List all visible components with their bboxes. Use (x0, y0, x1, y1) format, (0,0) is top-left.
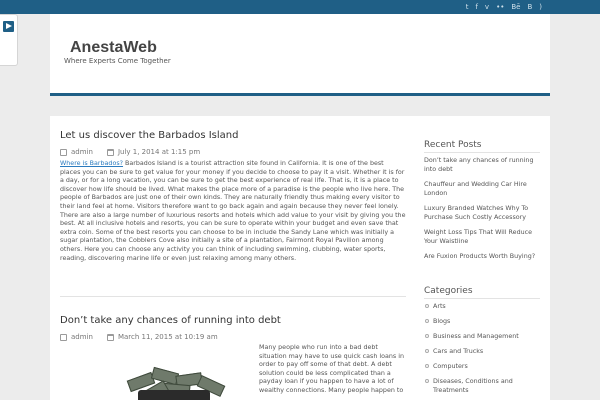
facebook-icon[interactable]: f (475, 3, 478, 11)
recent-post-link[interactable]: Weight Loss Tips That Will Reduce Your Waistline (424, 229, 533, 245)
nav-bar (50, 93, 550, 96)
recent-posts-heading: Recent Posts (424, 140, 482, 150)
category-link[interactable]: Computers (424, 362, 540, 371)
post-excerpt: Many people who run into a bad debt situation may have to use quick cash loans in order to pay off some of that debt. A debt solution could be less complicated than a payday loan if you happen to have a lot of wealthy connections. Many people happen to (259, 344, 405, 394)
bullet-icon (425, 319, 429, 323)
sidebar-divider (424, 152, 540, 153)
bullet-icon (425, 304, 429, 308)
post-meta (60, 148, 200, 156)
category-link[interactable]: Cars and Trucks (424, 347, 540, 356)
barbados-link[interactable]: Where is Barbados? (60, 160, 124, 167)
post-date[interactable]: March 11, 2015 at 10:19 am (117, 333, 218, 341)
rss-icon[interactable]: ) (539, 3, 542, 11)
money-wallet-image (98, 346, 250, 400)
top-bar (0, 0, 600, 14)
vimeo-icon[interactable]: v (484, 3, 490, 11)
post-meta (60, 333, 218, 341)
site-tagline: Where Experts Come Together (64, 57, 171, 65)
calendar-icon (107, 149, 114, 156)
post-body: Barbados Island is a tourist attraction site found in California. It is one of the best places you can be sure to get value for your money if you decide to choose to pay it a visit. Whether it is for a day, or for a long vacation, you can be sure to get the best experience of real life. That is, it is a place to discover how life should be lived. What makes the place more of a paradise is the people who live here. The people of Barbados are just one of their own kinds. They are naturally friendly thus making every visitor to their land feel at home. Visitors therefore want to go back again and again because they never feel lonely. There are also a large number of luxurious resorts and hotels which add value to your visit by giving you the best. At all inclusive hotels and resorts, you can be sure to operate within your budget and even save that extra coin. Some of the best resorts you can choose to be in include the Sandy Lane which was initially a sugar plantation, the Cobblers Cove also initially a site of a plantation, Fairmont Royal Pavilion among others. Here you can choose any activity you can think of including swimming, clubbing, water sports, reading, discovering marine life or even just relaxing among many others. (60, 160, 406, 262)
site-header (50, 14, 550, 94)
category-link[interactable]: Business and Management (424, 332, 540, 341)
post-date[interactable]: July 1, 2014 at 1:15 pm (117, 148, 201, 156)
behance-icon[interactable]: Bē (511, 3, 521, 11)
play-icon[interactable] (3, 21, 14, 32)
post-divider (60, 296, 406, 297)
recent-post-link[interactable]: Are Fuxion Products Worth Buying? (424, 253, 536, 260)
recent-post-link[interactable]: Don’t take any chances of running into debt (424, 157, 534, 173)
user-icon (60, 334, 67, 341)
blogger-icon[interactable]: B (527, 3, 533, 11)
social-icons (466, 2, 542, 12)
bullet-icon (425, 334, 429, 338)
recent-post-link[interactable]: Luxury Branded Watches Why To Purchase Such Costly Accessory (424, 205, 529, 221)
post-title[interactable]: Don’t take any chances of running into debt (60, 315, 281, 326)
categories-heading: Categories (424, 286, 473, 296)
category-link[interactable]: Blogs (424, 317, 540, 326)
side-panel-toggle[interactable] (0, 14, 18, 66)
bullet-icon (425, 364, 429, 368)
bullet-icon (425, 379, 429, 383)
post-excerpt (60, 160, 406, 263)
flickr-icon[interactable]: •• (496, 3, 505, 11)
post-author[interactable]: admin (71, 333, 93, 341)
categories-list (424, 302, 540, 400)
post-title[interactable]: Let us discover the Barbados Island (60, 130, 239, 141)
site-title[interactable]: AnestaWeb (70, 39, 157, 56)
calendar-icon (107, 334, 114, 341)
sidebar-divider (424, 298, 540, 299)
category-link[interactable]: Diseases, Conditions and Treatments (424, 377, 540, 395)
recent-posts-list (424, 156, 540, 267)
recent-post-link[interactable]: Chauffeur and Wedding Car Hire London (424, 181, 527, 197)
post-author[interactable]: admin (71, 148, 93, 156)
category-link[interactable]: Arts (424, 302, 540, 311)
bullet-icon (425, 349, 429, 353)
main-content (50, 116, 550, 400)
user-icon (60, 149, 67, 156)
twitter-icon[interactable]: t (465, 3, 469, 11)
